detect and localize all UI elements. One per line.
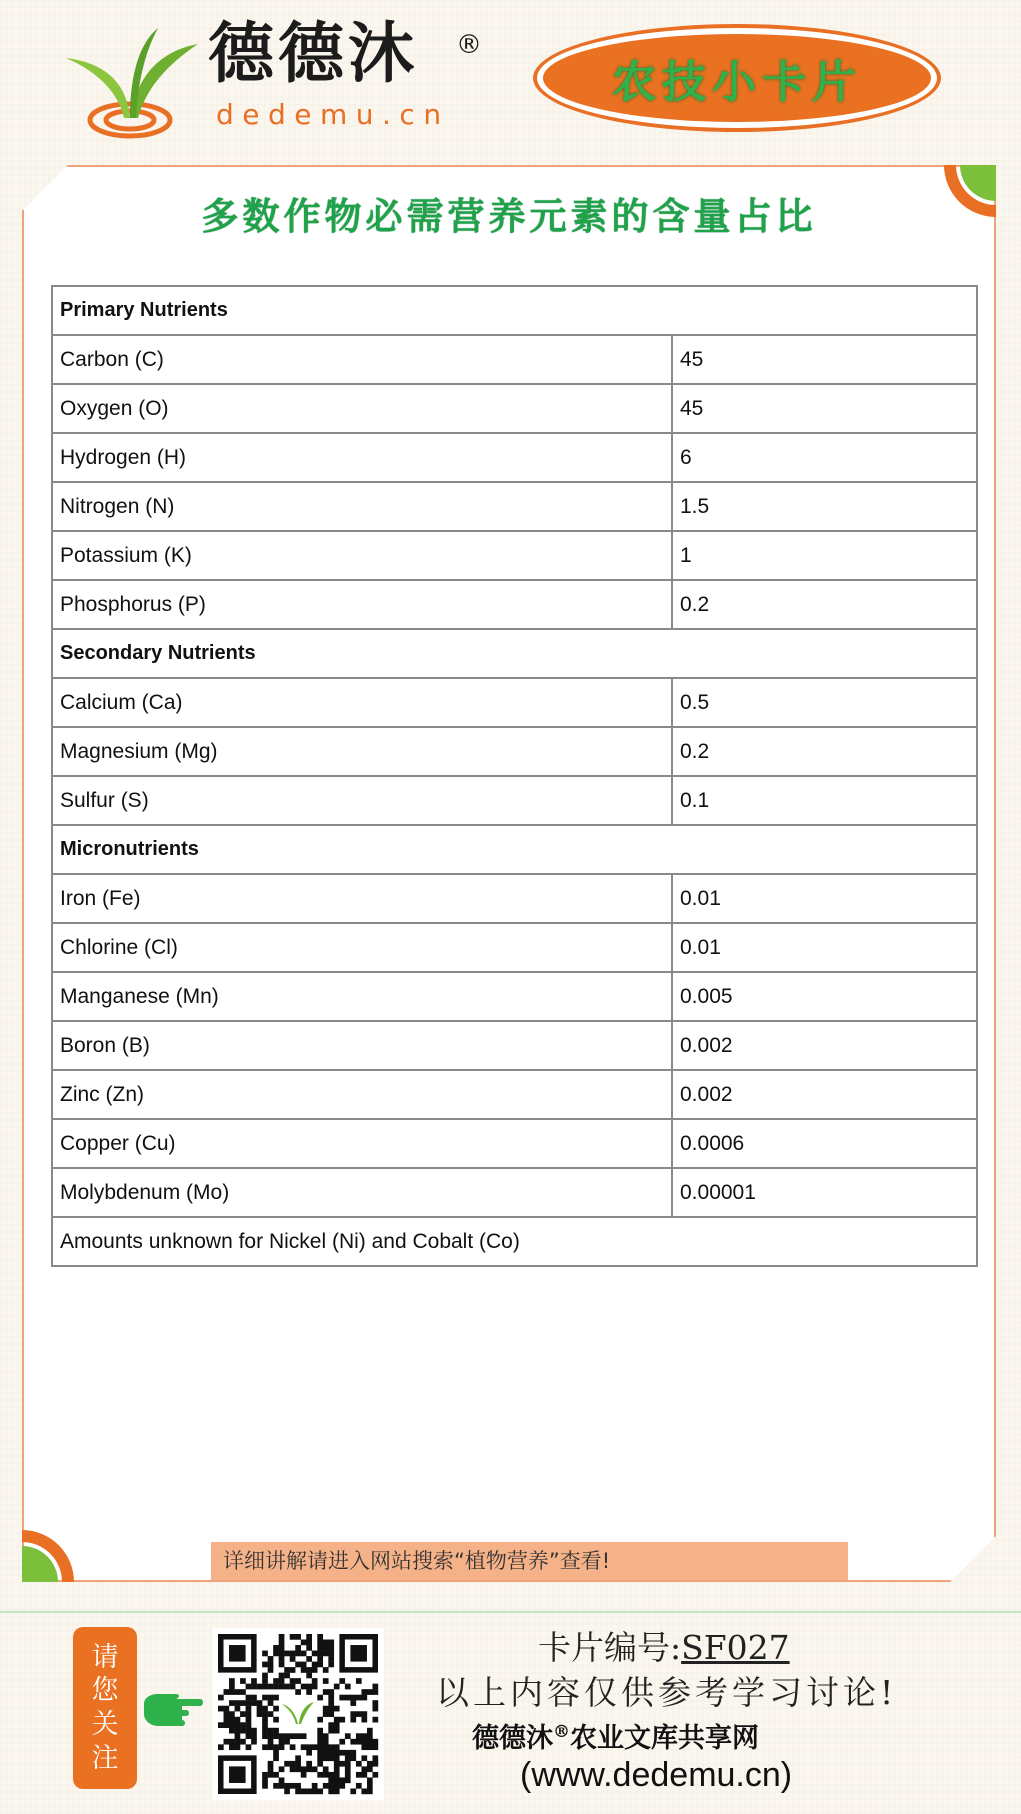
table-row: [52, 972, 977, 1021]
element-name-cell: Molybdenum (Mo): [52, 1168, 672, 1217]
element-value-cell: 6: [672, 433, 977, 482]
element-name-cell: Sulfur (S): [52, 776, 672, 825]
table-section-row: [52, 286, 977, 335]
page-title: 多数作物必需营养元素的含量占比: [201, 195, 817, 238]
table-row: [52, 580, 977, 629]
library-suffix: 农业文库共享网: [570, 1723, 759, 1754]
element-value-cell: 1: [672, 531, 977, 580]
follow-badge: [73, 1627, 137, 1789]
element-value-cell: 0.2: [672, 580, 977, 629]
element-value-cell: 0.002: [672, 1021, 977, 1070]
element-name-cell: Potassium (K): [52, 531, 672, 580]
table-row: [52, 1021, 977, 1070]
element-name-cell: Oxygen (O): [52, 384, 672, 433]
section-heading: Secondary Nutrients: [52, 629, 977, 678]
table-footnote-row: [52, 1217, 977, 1266]
element-value-cell: 0.005: [672, 972, 977, 1021]
qr-code-icon: [212, 1628, 384, 1800]
table-row: [52, 433, 977, 482]
element-name-cell: Hydrogen (H): [52, 433, 672, 482]
table-row: [52, 1119, 977, 1168]
element-value-cell: 0.1: [672, 776, 977, 825]
follow-char: 关: [91, 1709, 119, 1740]
element-name-cell: Zinc (Zn): [52, 1070, 672, 1119]
element-name-cell: Chlorine (Cl): [52, 923, 672, 972]
element-value-cell: 0.01: [672, 874, 977, 923]
element-value-cell: 0.5: [672, 678, 977, 727]
table-row: [52, 384, 977, 433]
element-value-cell: 0.002: [672, 1070, 977, 1119]
element-name-cell: Phosphorus (P): [52, 580, 672, 629]
element-value-cell: 0.2: [672, 727, 977, 776]
element-value-cell: 0.00001: [672, 1168, 977, 1217]
brand-name: 德德沐: [208, 14, 418, 92]
library-brand: 德德沐: [472, 1723, 553, 1754]
logo-sprout-icon: [58, 24, 204, 140]
section-heading: Micronutrients: [52, 825, 977, 874]
element-name-cell: Nitrogen (N): [52, 482, 672, 531]
library-registered-mark: ®: [553, 1722, 570, 1742]
card-type-badge: [533, 24, 941, 132]
element-name-cell: Iron (Fe): [52, 874, 672, 923]
table-row: [52, 678, 977, 727]
element-value-cell: 45: [672, 335, 977, 384]
library-name: [472, 1716, 759, 1755]
table-row: [52, 776, 977, 825]
table-row: [52, 1070, 977, 1119]
element-name-cell: Calcium (Ca): [52, 678, 672, 727]
table-row: [52, 923, 977, 972]
element-value-cell: 0.0006: [672, 1119, 977, 1168]
table-footnote: Amounts unknown for Nickel (Ni) and Cobalt (Co): [52, 1217, 977, 1266]
registered-mark: ®: [456, 30, 482, 60]
badge-label: 农技小卡片: [612, 57, 862, 108]
element-name-cell: Carbon (C): [52, 335, 672, 384]
divider: [0, 1611, 1021, 1613]
follow-char: 请: [91, 1641, 119, 1673]
brand-domain: dedemu.cn: [216, 98, 450, 131]
search-hint: 详细讲解请进入网站搜索“植物营养”查看!: [211, 1542, 848, 1580]
element-value-cell: 1.5: [672, 482, 977, 531]
nutrient-table: [51, 285, 978, 1267]
card-id-code: SF027: [681, 1628, 790, 1667]
pointing-hand-icon: [142, 1686, 204, 1730]
table-row: [52, 874, 977, 923]
element-value-cell: 0.01: [672, 923, 977, 972]
element-name-cell: Boron (B): [52, 1021, 672, 1070]
table-section-row: [52, 629, 977, 678]
table-row: [52, 727, 977, 776]
follow-char: 您: [91, 1675, 119, 1707]
element-name-cell: Manganese (Mn): [52, 972, 672, 1021]
element-name-cell: Copper (Cu): [52, 1119, 672, 1168]
table-row: [52, 482, 977, 531]
follow-char: 注: [91, 1742, 119, 1774]
corner-leaf-icon: [22, 1530, 74, 1582]
card-id: [538, 1622, 790, 1669]
section-heading: Primary Nutrients: [52, 286, 977, 335]
element-value-cell: 45: [672, 384, 977, 433]
card-id-label: 卡片编号:: [538, 1628, 682, 1667]
website-url: (www.dedemu.cn): [520, 1756, 793, 1794]
table-row: [52, 335, 977, 384]
table-section-row: [52, 825, 977, 874]
disclaimer: 以上内容仅供参考学习讨论!: [436, 1673, 898, 1712]
element-name-cell: Magnesium (Mg): [52, 727, 672, 776]
table-row: [52, 531, 977, 580]
table-row: [52, 1168, 977, 1217]
